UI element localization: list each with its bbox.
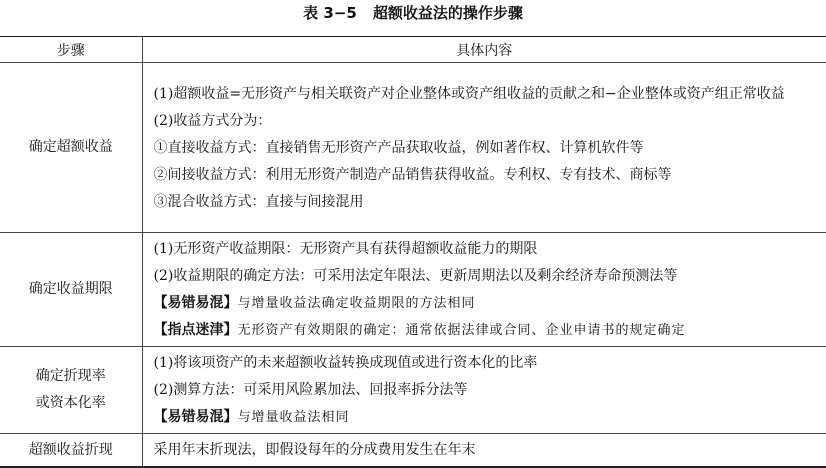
step-cell: 超额收益折现	[0, 434, 142, 468]
step-cell: 确定超额收益	[0, 63, 142, 233]
content-line: (2)收益方式分为：	[153, 112, 272, 129]
step-cell	[0, 347, 142, 434]
note-tag: 【易错易混】	[153, 295, 238, 311]
content-cell	[142, 347, 826, 434]
content-cell	[142, 233, 826, 347]
content-line: (1)将该项资产的未来超额收益转换成现值或进行资本化的比率	[153, 355, 538, 371]
note-text: 与增量收益法确定收益期限的方法相同	[237, 296, 476, 311]
note-line	[154, 290, 819, 317]
table-header-row	[0, 37, 826, 63]
table-row	[0, 63, 826, 233]
note-line	[154, 404, 819, 431]
note-line	[154, 317, 819, 344]
content-line: (1)无形资产收益期限：无形资产具有获得超额收益能力的期限	[153, 241, 538, 257]
content-line: (2)收益期限的确定方法：可采用法定年限法、更新周期法以及剩余经济寿命预测法等	[153, 268, 678, 284]
note-text: 与增量收益法相同	[237, 410, 350, 425]
content-line: ①直接收益方式：直接销售无形资产产品获取收益，例如著作权、计算机软件等	[153, 139, 644, 156]
header-step: 步骤	[0, 37, 142, 63]
content-line: ③混合收益方式：直接与间接混用	[153, 193, 364, 210]
step-cell: 确定收益期限	[0, 233, 142, 347]
steps-table	[0, 36, 826, 468]
step-line: 或资本化率	[35, 395, 106, 411]
note-tag: 【指点迷津】	[153, 322, 238, 338]
note-text: 无形资产有效期限的确定：通常依据法律或合同、企业申请书的规定确定	[237, 323, 686, 338]
content-line: (1)超额收益=无形资产与相关联资产对企业整体或资产组收益的贡献之和−企业整体或资产组正常收益	[153, 85, 785, 102]
content-line: ②间接收益方式：利用无形资产制造产品销售获得收益。专利权、专有技术、商标等	[153, 166, 672, 183]
step-line: 确定折现率	[35, 368, 106, 384]
table-number: 表 3−5	[303, 4, 357, 22]
table-title	[0, 2, 826, 24]
content-line: (2)测算方法：可采用风险累加法、回报率拆分法等	[153, 382, 468, 398]
header-content: 具体内容	[142, 37, 826, 63]
table-caption: 超额收益法的操作步骤	[372, 4, 523, 22]
note-tag: 【易错易混】	[153, 409, 238, 425]
content-line: 采用年末折现法，即假设每年的分成费用发生在年末	[153, 442, 476, 458]
table-row	[0, 233, 826, 347]
table-row	[0, 347, 826, 434]
content-cell	[142, 63, 826, 233]
